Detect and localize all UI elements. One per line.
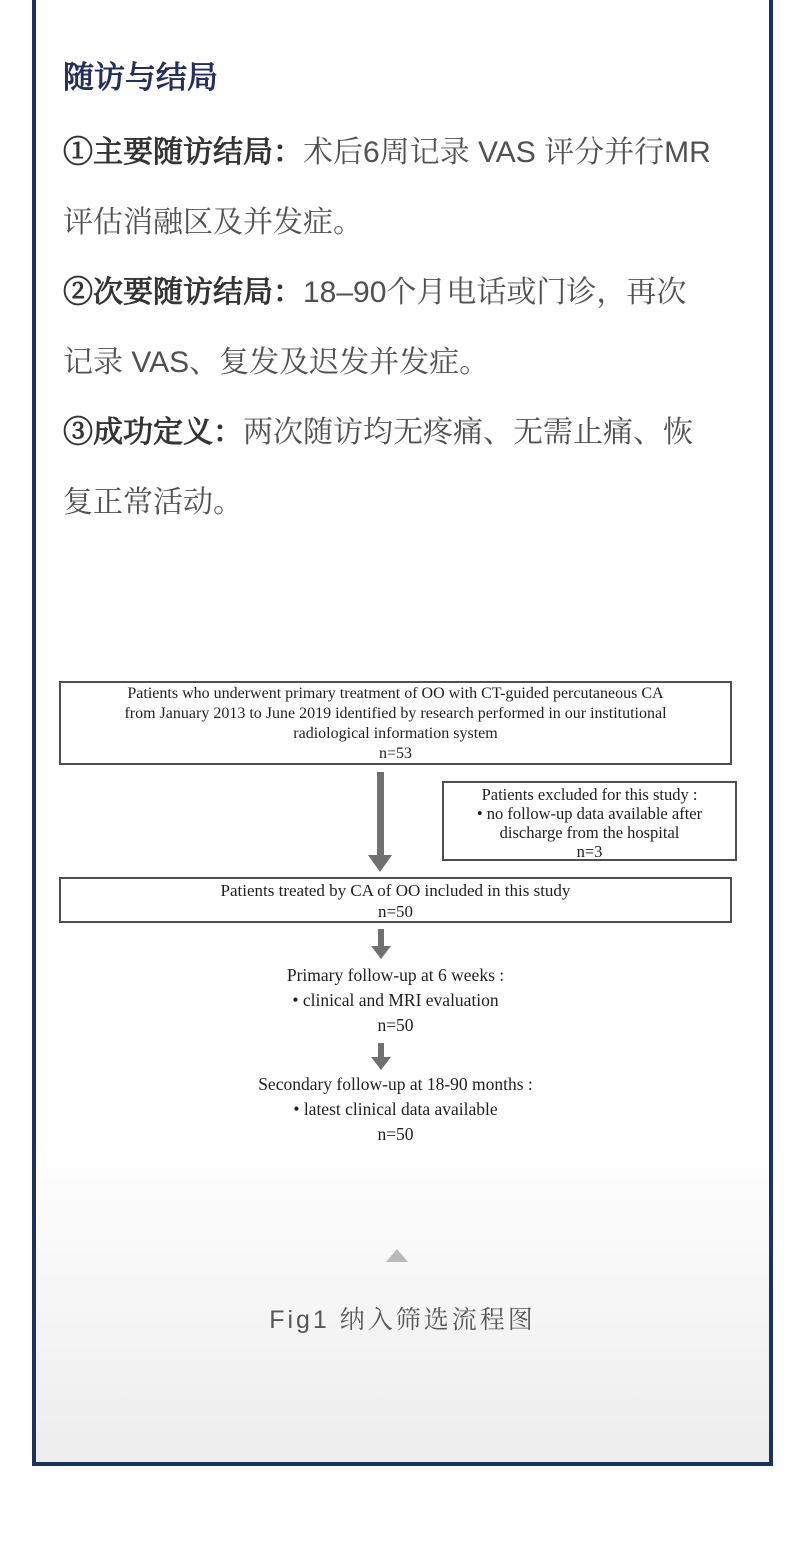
down-arrow-icon: [368, 855, 392, 872]
body-line: [63, 188, 773, 258]
body-line-text: 记录 VAS、复发及迟发并发症。: [63, 346, 490, 379]
flowchart-box-line: discharge from the hospital: [499, 823, 680, 842]
flowchart-step-line: n=50: [377, 1015, 414, 1035]
body-line: [63, 468, 773, 538]
body-line-text: 两次随访均无疼痛、无需止痛、恢: [243, 416, 693, 449]
flowchart-step-line: n=50: [377, 1124, 414, 1144]
flowchart-box-line: n=3: [576, 842, 603, 861]
body-line-text: 术后6周记录 VAS 评分并行MR: [303, 136, 711, 169]
body-line-text: 复正常活动。: [63, 486, 243, 519]
body-line-text: 18–90个月电话或门诊，再次: [303, 276, 687, 309]
flowchart-step-secondary-followup: [59, 1072, 732, 1147]
flowchart-box-line: Patients treated by CA of OO included in this study: [220, 881, 571, 900]
section-title: 随访与结局: [63, 60, 218, 95]
flowchart-box-identified: [59, 681, 732, 765]
body-line: [63, 328, 773, 398]
flowchart-step-primary-followup: [59, 963, 732, 1038]
flowchart-step-line: • clinical and MRI evaluation: [292, 990, 499, 1010]
flowchart-box-line: Patients excluded for this study :: [481, 785, 698, 804]
flowchart-box-line: Patients who underwent primary treatment of OO with CT-guided percutaneous CA: [127, 685, 664, 702]
flowchart-box-line: n=53: [378, 745, 413, 762]
flowchart-box-line: radiological information system: [293, 725, 498, 742]
flowchart-box-line: from January 2013 to June 2019 identified by research performed in our institutional: [124, 705, 667, 722]
flowchart-step-line: • latest clinical data available: [293, 1099, 498, 1119]
down-arrow-icon: [371, 946, 391, 959]
figure-caption: Fig1 纳入筛选流程图: [269, 1306, 536, 1334]
down-arrow-icon: [371, 1057, 391, 1070]
flowchart-step-line: Secondary follow-up at 18-90 months :: [258, 1074, 533, 1094]
body-line-bold: ②次要随访结局：: [63, 276, 303, 309]
flowchart-box-line: • no follow-up data available after: [476, 804, 703, 823]
body-line-text: 评估消融区及并发症。: [63, 206, 363, 239]
article-body: [63, 118, 773, 538]
body-line: [63, 118, 773, 188]
flowchart-box-included: [59, 877, 732, 923]
flowchart-box-excluded: [442, 781, 737, 861]
body-line-bold: ③成功定义：: [63, 416, 243, 449]
collapse-triangle-icon: [386, 1249, 408, 1262]
body-line: [63, 258, 773, 328]
body-line: [63, 398, 773, 468]
flowchart-box-line: n=50: [377, 902, 414, 921]
down-arrow-icon: [377, 772, 384, 857]
flowchart-step-line: Primary follow-up at 6 weeks :: [286, 965, 505, 985]
body-line-bold: ①主要随访结局：: [63, 136, 303, 169]
